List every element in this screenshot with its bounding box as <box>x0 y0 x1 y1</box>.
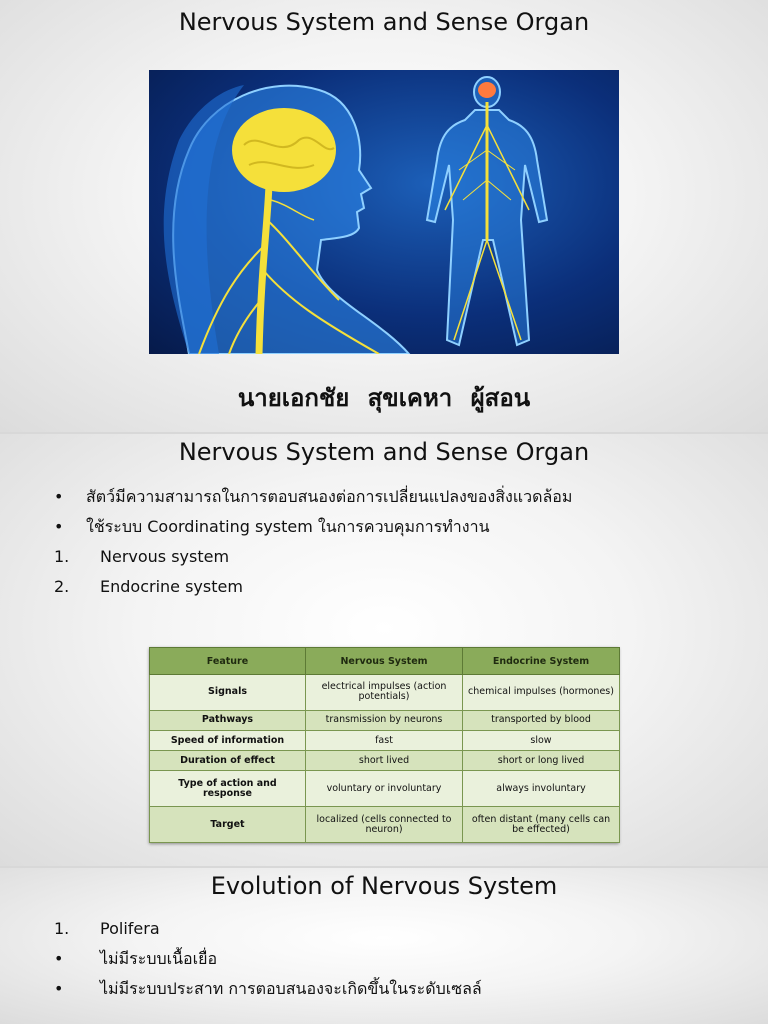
table-cell: transported by blood <box>463 710 620 730</box>
slide-1 <box>0 0 768 432</box>
slide-title: Evolution of Nervous System <box>210 872 558 900</box>
table-cell: slow <box>463 730 620 750</box>
number-marker: 1. <box>54 547 70 566</box>
header-cell: Nervous System <box>306 648 463 675</box>
slide-2 <box>0 434 768 866</box>
list-item-text: Nervous system <box>100 547 230 566</box>
list-item-text: Polifera <box>100 919 160 938</box>
list-item-text: ไม่มีระบบเนื้อเยื่อ <box>100 949 218 968</box>
bullet-marker: • <box>54 949 64 968</box>
table-cell: Duration of effect <box>150 751 306 771</box>
table-row <box>150 751 620 771</box>
table-cell: always involuntary <box>463 771 620 807</box>
bullet-list <box>0 914 768 1004</box>
table-cell: transmission by neurons <box>306 710 463 730</box>
illustration-icon <box>149 70 619 354</box>
slide-title: Nervous System and Sense Organ <box>178 8 590 36</box>
list-item-text: ไม่มีระบบประสาท การตอบสนองจะเกิดขึ้นในระดับเซลล์ <box>100 979 482 998</box>
table-row <box>150 771 620 807</box>
bullet-marker: • <box>54 979 64 998</box>
nervous-system-illustration <box>149 70 619 354</box>
list-item <box>0 944 768 974</box>
slide-3 <box>0 868 768 1024</box>
table-row <box>150 807 620 843</box>
table-cell: often distant (many cells can be effected) <box>463 807 620 843</box>
list-item-text: สัตว์มีความสามารถในการตอบสนองต่อการเปลี่ยนแปลงของสิ่งแวดล้อม <box>86 487 573 506</box>
list-item <box>0 482 768 512</box>
list-item <box>0 542 768 572</box>
table-cell: voluntary or involuntary <box>306 771 463 807</box>
instructor-name: นายเอกชัย สุขเคหา ผู้สอน <box>237 384 531 412</box>
list-item-text: ใช้ระบบ Coordinating system ในการควบคุมการทำงาน <box>86 517 490 536</box>
bullet-list <box>0 482 768 602</box>
table-cell: Pathways <box>150 710 306 730</box>
number-marker: 2. <box>54 577 70 596</box>
table-cell: Speed of information <box>150 730 306 750</box>
bullet-marker: • <box>54 517 64 536</box>
table-row <box>150 710 620 730</box>
table-row <box>150 675 620 711</box>
comparison-table <box>149 647 619 843</box>
table-cell: electrical impulses (action potentials) <box>306 675 463 711</box>
bullet-marker: • <box>54 487 64 506</box>
list-item <box>0 914 768 944</box>
list-item <box>0 974 768 1004</box>
list-item <box>0 572 768 602</box>
table-header-row <box>150 648 620 675</box>
slide-title: Nervous System and Sense Organ <box>178 438 590 466</box>
list-item-text: Endocrine system <box>100 577 243 596</box>
table-cell: localized (cells connected to neuron) <box>306 807 463 843</box>
table-cell: Target <box>150 807 306 843</box>
table-cell: short lived <box>306 751 463 771</box>
header-cell: Feature <box>150 648 306 675</box>
table-cell: short or long lived <box>463 751 620 771</box>
list-item <box>0 512 768 542</box>
table-cell: Signals <box>150 675 306 711</box>
header-cell: Endocrine System <box>463 648 620 675</box>
table-row <box>150 730 620 750</box>
number-marker: 1. <box>54 919 70 938</box>
table-cell: chemical impulses (hormones) <box>463 675 620 711</box>
table-cell: Type of action and response <box>150 771 306 807</box>
table-cell: fast <box>306 730 463 750</box>
